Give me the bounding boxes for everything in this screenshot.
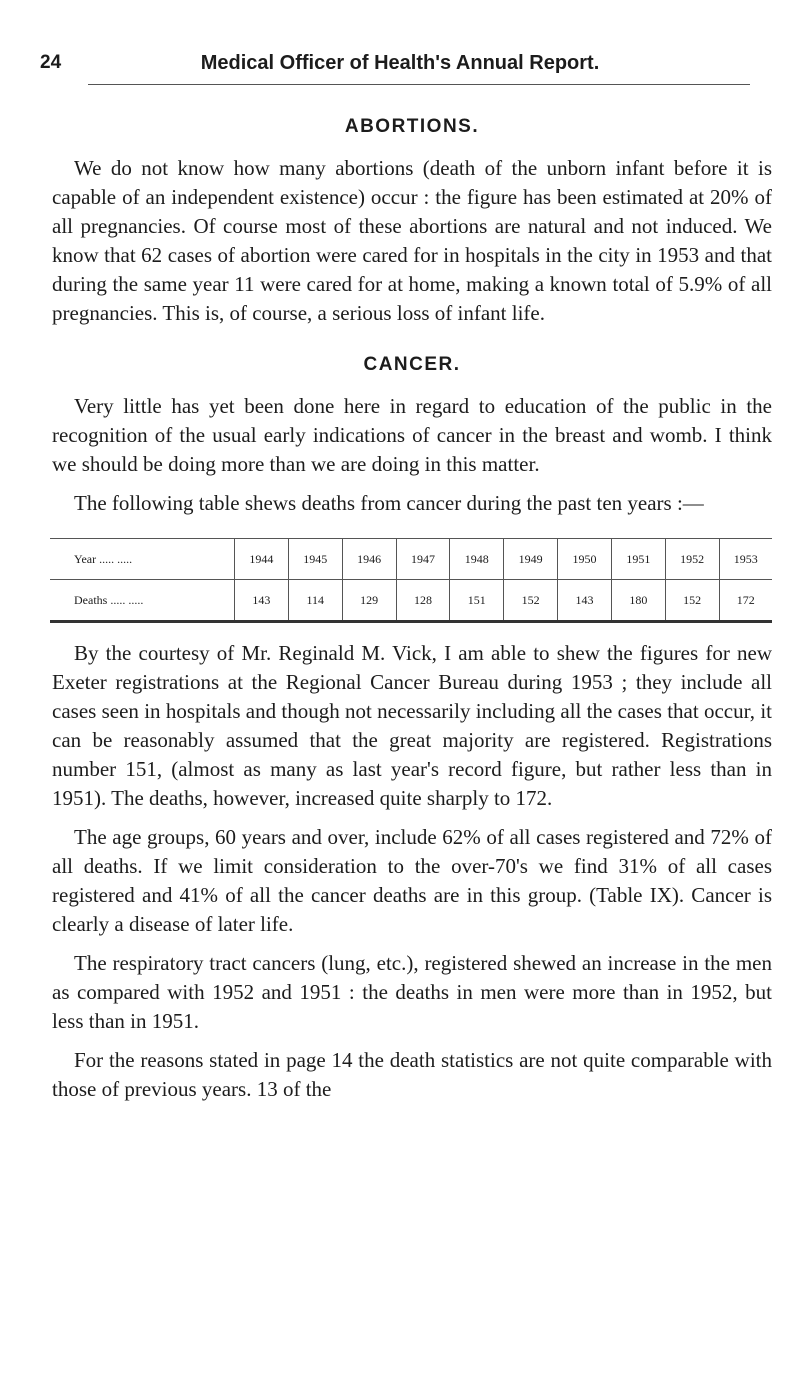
year-label: Year ..... ..... (50, 539, 235, 580)
year-cell: 1952 (665, 539, 719, 580)
year-cell: 1944 (235, 539, 289, 580)
table-row-year (50, 539, 772, 580)
year-cell: 1947 (396, 539, 450, 580)
year-cell: 1945 (288, 539, 342, 580)
abortions-paragraph: We do not know how many abortions (death of the unborn infant before it is capable of an independent existence) occur : the figure has been estimated at 20% of all pregnancies. Of course most of these abortions are natural and not induced. We know that 62 cases of abortion were cared for in hospitals in the city in 1953 and that during the same year 11 were cared for at home, making a known total of 5.9% of all pregnancies. This is, of course, a serious loss of infant life. (52, 156, 772, 325)
running-title: Medical Officer of Health's Annual Report. (200, 52, 600, 74)
cancer-paragraph-4: The age groups, 60 years and over, include 62% of all cases registered and 72% of all deaths. If we limit consideration to the over-70's we find 31% of all cases registered and 41% of all the cancer deaths are in this group. (Table IX). Cancer is clearly a disease of later life. (52, 825, 772, 936)
deaths-cell: 114 (288, 580, 342, 622)
deaths-cell: 180 (611, 580, 665, 622)
cancer-paragraph-3: By the courtesy of Mr. Reginald M. Vick, I am able to shew the figures for new Exeter registrations at the Regional Cancer Bureau during 1953 ; they include all cases seen in hospitals and though not necessarily including all the cases that occur, it can be reasonably assumed that the great majority are registered. Registrations number 151, (almost as many as last year's record figure, but rather less than in 1951). The deaths, however, increased quite sharply to 172. (52, 641, 772, 810)
cancer-heading: CANCER. (363, 354, 461, 375)
deaths-cell: 143 (558, 580, 612, 622)
cancer-deaths-table (50, 538, 772, 623)
year-cell: 1949 (504, 539, 558, 580)
deaths-cell: 172 (719, 580, 772, 622)
page-content (52, 116, 772, 1104)
deaths-cell: 128 (396, 580, 450, 622)
table-row-deaths (50, 580, 772, 622)
page-header (40, 52, 760, 86)
abortions-heading: ABORTIONS. (344, 116, 480, 137)
year-cell: 1948 (450, 539, 504, 580)
cancer-paragraph-1: Very little has yet been done here in regard to education of the public in the recognition of the usual early indications of cancer in the breast and womb. I think we should be doing more than we are doing in this matter. (52, 394, 772, 476)
year-cell: 1951 (611, 539, 665, 580)
year-cell: 1953 (719, 539, 772, 580)
deaths-cell: 143 (235, 580, 289, 622)
page-number: 24 (40, 52, 62, 73)
deaths-cell: 152 (504, 580, 558, 622)
cancer-paragraph-5: The respiratory tract cancers (lung, etc.), registered shewed an increase in the men as compared with 1952 and 1951 : the deaths in men were more than in 1952, but less than in 1951. (52, 951, 772, 1033)
cancer-paragraph-6: For the reasons stated in page 14 the death statistics are not quite comparable with those of previous years. 13 of the (52, 1048, 772, 1101)
deaths-label: Deaths ..... ..... (50, 580, 235, 622)
header-rule (88, 84, 750, 85)
deaths-cell: 152 (665, 580, 719, 622)
deaths-cell: 151 (450, 580, 504, 622)
deaths-cell: 129 (342, 580, 396, 622)
year-cell: 1950 (558, 539, 612, 580)
cancer-paragraph-2: The following table shews deaths from cancer during the past ten years :— (74, 491, 704, 515)
year-cell: 1946 (342, 539, 396, 580)
